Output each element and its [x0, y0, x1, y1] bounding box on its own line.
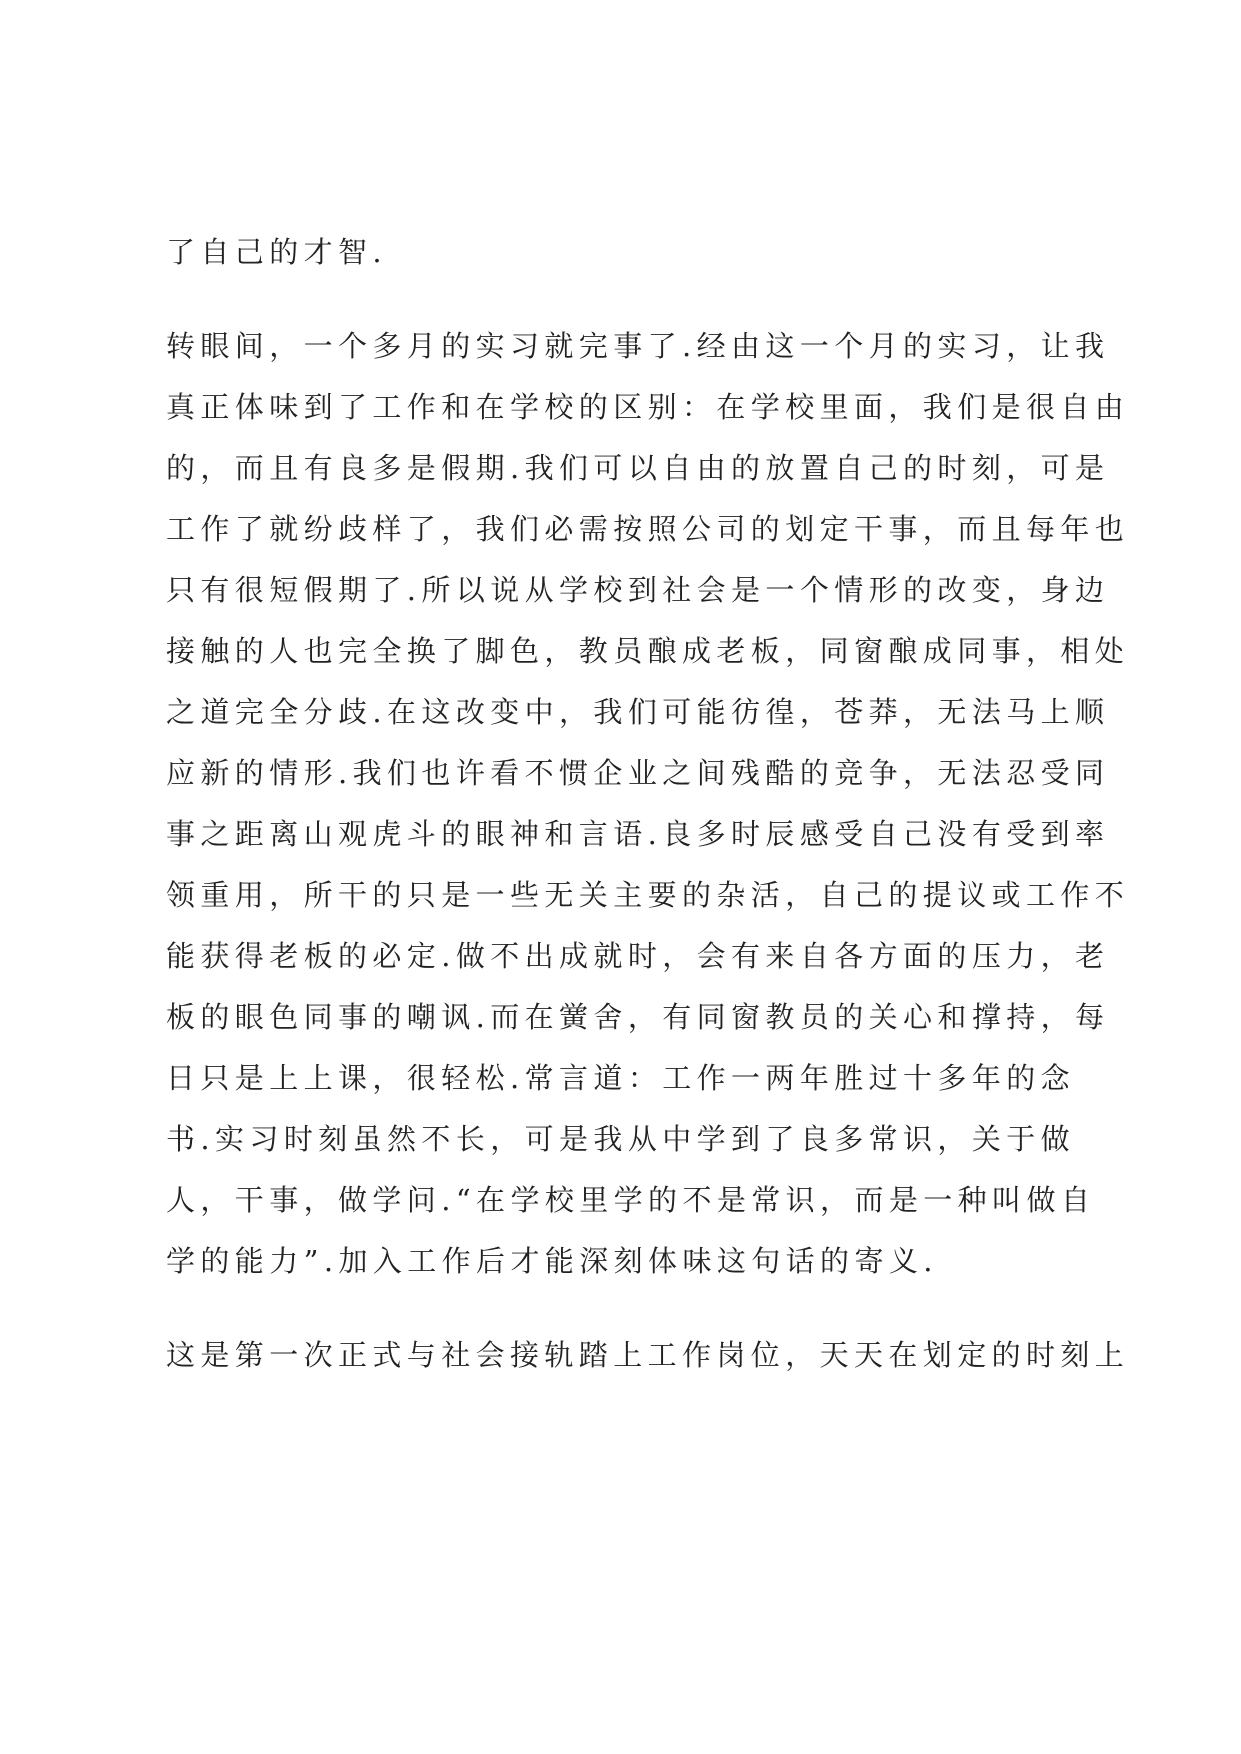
paragraph-line: 转眼间，一个多月的实习就完事了.经由这一个月的实习，让我: [166, 329, 1110, 363]
paragraph-line: 板的眼色同事的嘲讽.而在黉舍，有同窗教员的关心和撑持，每: [166, 1000, 1110, 1034]
paragraph-line: 接触的人也完全换了脚色，教员酿成老板，同窗酿成同事，相处: [166, 634, 1130, 668]
paragraph-line: 日只是上上课，很轻松.常言道：工作一两年胜过十多年的念: [166, 1061, 1076, 1095]
paragraph-line: 能获得老板的必定.做不出成就时，会有来自各方面的压力，老: [166, 939, 1110, 973]
paragraph-line: 学的能力”.加入工作后才能深刻体味这句话的寄义.: [166, 1244, 938, 1278]
paragraph-line: 真正体味到了工作和在学校的区别：在学校里面，我们是很自由: [166, 390, 1130, 424]
paragraph-line: 了自己的才智.: [166, 235, 388, 269]
paragraph-line: 书.实习时刻虽然不长，可是我从中学到了良多常识，关于做: [166, 1122, 1076, 1156]
paragraph-line: 工作了就纷歧样了，我们必需按照公司的划定干事，而且每年也: [166, 512, 1130, 546]
paragraph-line: 领重用，所干的只是一些无关主要的杂活，自己的提议或工作不: [166, 878, 1130, 912]
paragraph-line: 事之距离山观虎斗的眼神和言语.良多时辰感受自己没有受到率: [166, 817, 1110, 851]
paragraph-line: 应新的情形.我们也许看不惯企业之间残酷的竞争，无法忍受同: [166, 756, 1110, 790]
paragraph-line: 人，干事，做学问.“在学校里学的不是常识，而是一种叫做自: [166, 1183, 1096, 1217]
paragraph-line: 只有很短假期了.所以说从学校到社会是一个情形的改变，身边: [166, 573, 1110, 607]
paragraph-line: 这是第一次正式与社会接轨踏上工作岗位，天天在划定的时刻上: [166, 1338, 1130, 1372]
paragraph-line: 的，而且有良多是假期.我们可以自由的放置自己的时刻，可是: [166, 451, 1110, 485]
paragraph-line: 之道完全分歧.在这改变中，我们可能彷徨，苍莽，无法马上顺: [166, 695, 1110, 729]
